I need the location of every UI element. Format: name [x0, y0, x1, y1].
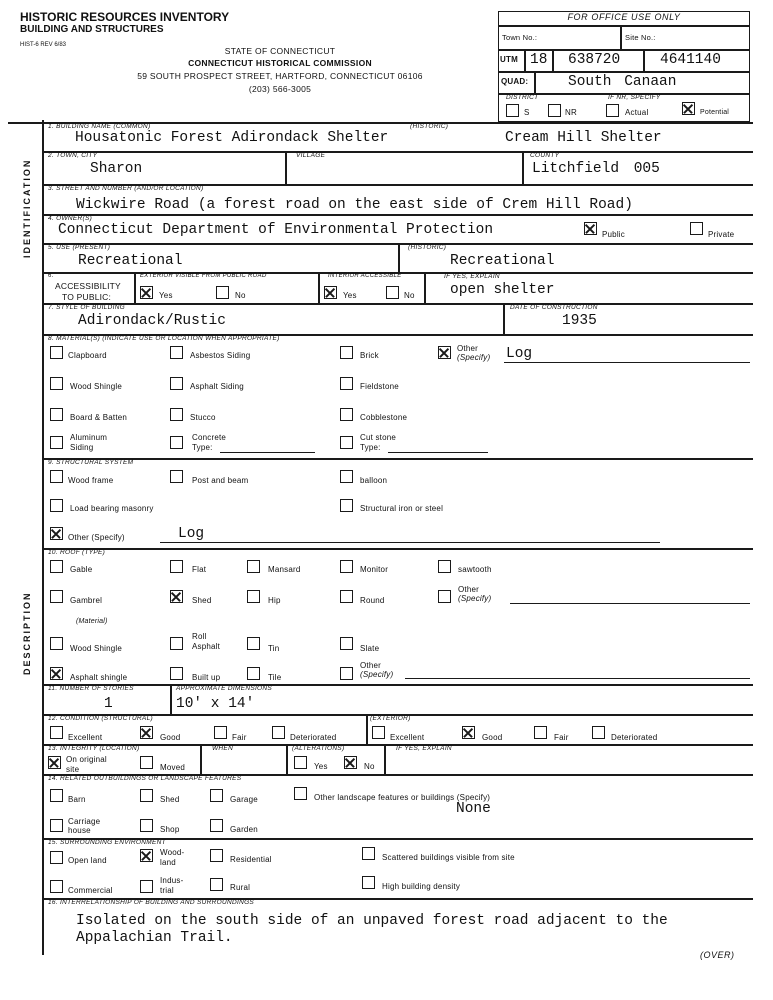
roof-gambrel-label: Gambrel	[70, 596, 103, 605]
roofmat-roll-label: Roll	[192, 632, 207, 641]
int-yes-label: Yes	[343, 291, 357, 300]
cond-struct-excellent-checkbox[interactable]	[50, 726, 63, 739]
struct-balloon-label: balloon	[360, 476, 388, 485]
mat-wood-shingle-checkbox[interactable]	[50, 377, 63, 390]
quad-label: QUAD:	[501, 77, 529, 86]
roof-hip-checkbox[interactable]	[247, 590, 260, 603]
if-nr-label: IF NR, SPECIFY	[608, 94, 661, 101]
struct-balloon-checkbox[interactable]	[340, 470, 353, 483]
mat-concrete-type: Type:	[192, 443, 213, 452]
rel-garden-label: Garden	[230, 825, 258, 834]
rel-carriage-label: Carriage	[68, 817, 101, 826]
s7-label: 7. STYLE OF BUILDING	[48, 304, 126, 311]
agency-name: CONNECTICUT HISTORICAL COMMISSION	[188, 58, 372, 68]
utm-label: UTM	[500, 55, 518, 64]
roof-mansard-checkbox[interactable]	[247, 560, 260, 573]
ext-visible-no-checkbox[interactable]	[216, 286, 229, 299]
rel-carriage-checkbox[interactable]	[50, 819, 63, 832]
s15-label: 15. SURROUNDING ENVIRONMENT	[48, 839, 166, 846]
int-no-label: No	[404, 291, 415, 300]
rel-garage-label: Garage	[230, 795, 258, 804]
mat-cutstone-label: Cut stone	[360, 433, 397, 442]
rel-shop-label: Shop	[160, 825, 180, 834]
office-use-heading: FOR OFFICE USE ONLY	[567, 12, 681, 22]
owner-public-checkbox[interactable]	[584, 222, 597, 235]
s4-label: 4. OWNER(S)	[48, 215, 93, 222]
struct-other-checkbox[interactable]	[50, 527, 63, 540]
style-value: Adirondack/Rustic	[78, 313, 226, 329]
district-nr-checkbox[interactable]	[548, 104, 561, 117]
rel-shop-checkbox[interactable]	[140, 819, 153, 832]
roof-other-label: Other	[458, 585, 480, 594]
cond-ext-deteriorated-checkbox[interactable]	[592, 726, 605, 739]
roofmat-built-up-checkbox[interactable]	[170, 667, 183, 680]
mat-stucco-label: Stucco	[190, 413, 216, 422]
s6-ext-label: EXTERIOR VISIBLE FROM PUBLIC ROAD	[140, 273, 267, 279]
owner-private-checkbox[interactable]	[690, 222, 703, 235]
roofmat-other-specify: (Specify)	[360, 670, 394, 679]
mat-cobblestone-checkbox[interactable]	[340, 408, 353, 421]
roofmat-roll-label-2: Asphalt	[192, 642, 221, 651]
env-woodland-label: Wood-	[160, 848, 185, 857]
ext-visible-yes-checkbox[interactable]	[140, 286, 153, 299]
access-explain-value: open shelter	[450, 282, 555, 298]
s14-label: 14. RELATED OUTBUILDINGS OR LANDSCAPE FEATURES	[48, 775, 242, 782]
roof-other-specify: (Specify)	[458, 594, 492, 603]
s6-int-label: INTERIOR ACCESSIBLE	[328, 273, 402, 279]
cond-ext-deteriorated-label: Deteriorated	[611, 733, 658, 742]
roof-material-label: (Material)	[76, 618, 108, 625]
identification-side-label: IDENTIFICATION	[22, 158, 32, 258]
rel-shed-label: Shed	[160, 795, 180, 804]
s6-access-label-2: TO PUBLIC:	[62, 292, 112, 302]
form-title: HISTORIC RESOURCES INVENTORY	[20, 10, 230, 24]
site-no-label: Site No.:	[625, 33, 656, 42]
s13-explain-label: IF YES, EXPLAIN	[396, 745, 452, 752]
roofmat-tin-checkbox[interactable]	[247, 637, 260, 650]
rel-garage-checkbox[interactable]	[210, 789, 223, 802]
env-commercial-checkbox[interactable]	[50, 880, 63, 893]
env-scattered-label: Scattered buildings visible from site	[382, 853, 515, 862]
mat-fieldstone-label: Fieldstone	[360, 382, 399, 391]
env-industrial-checkbox[interactable]	[140, 880, 153, 893]
owner-public-label: Public	[602, 230, 625, 239]
mat-brick-checkbox[interactable]	[340, 346, 353, 359]
integ-alt-no-checkbox[interactable]	[344, 756, 357, 769]
mat-concrete-label: Concrete	[192, 433, 227, 442]
roofmat-tile-label: Tile	[268, 673, 282, 682]
roof-gable-label: Gable	[70, 565, 93, 574]
s6-explain-label: IF YES, EXPLAIN	[444, 273, 500, 280]
int-access-yes-checkbox[interactable]	[324, 286, 337, 299]
mat-wood-shingle-label: Wood Shingle	[70, 382, 123, 391]
rel-shed-checkbox[interactable]	[140, 789, 153, 802]
mat-clapboard-label: Clapboard	[68, 351, 107, 360]
roofmat-tile-checkbox[interactable]	[247, 667, 260, 680]
mat-asphalt-siding-label: Asphalt Siding	[190, 382, 244, 391]
s7-date-label: DATE OF CONSTRUCTION	[510, 304, 598, 311]
s12-label: 12. CONDITION (STRUCTURAL)	[48, 715, 153, 722]
agency-phone: (203) 566-3005	[248, 84, 312, 94]
nr-potential-checkbox[interactable]	[682, 102, 695, 115]
struct-wood-frame-label: Wood frame	[68, 476, 114, 485]
interrelationship-line-1: Isolated on the south side of an unpaved forest road adjacent to the	[76, 913, 668, 929]
env-high-density-checkbox[interactable]	[362, 876, 375, 889]
district-label: DISTRICT	[506, 94, 539, 101]
roofmat-tin-label: Tin	[268, 644, 280, 653]
form-subtitle: BUILDING AND STRUCTURES	[20, 24, 164, 35]
roof-shed-checkbox[interactable]	[170, 590, 183, 603]
roofmat-asphalt-shingle-checkbox[interactable]	[50, 667, 63, 680]
date-value: 1935	[562, 313, 597, 329]
mat-cobblestone-label: Cobblestone	[360, 413, 408, 422]
s3-label: 3. STREET AND NUMBER (AND/OR LOCATION)	[48, 185, 204, 192]
mat-aluminum-checkbox[interactable]	[50, 436, 63, 449]
mat-board-checkbox[interactable]	[50, 408, 63, 421]
s12-ext-label: (EXTERIOR)	[370, 715, 411, 722]
integ-alt-no-label: No	[364, 762, 375, 771]
s13-alt-label: (ALTERATIONS)	[292, 745, 345, 752]
env-commercial-label: Commercial	[68, 886, 113, 895]
mat-fieldstone-checkbox[interactable]	[340, 377, 353, 390]
s10-label: 10. ROOF (TYPE)	[48, 549, 106, 556]
roof-flat-label: Flat	[192, 565, 207, 574]
mat-cutstone-type: Type:	[360, 443, 381, 452]
town-value: Sharon	[90, 161, 143, 177]
cond-struct-good-checkbox[interactable]	[140, 726, 153, 739]
s1-historic-label: (HISTORIC)	[410, 123, 449, 130]
utm-northing: 4641140	[660, 52, 721, 68]
county-value: Litchfield 005	[532, 161, 660, 177]
integ-original-checkbox[interactable]	[48, 756, 61, 769]
cond-struct-excellent-label: Excellent	[68, 733, 103, 742]
cond-struct-fair-checkbox[interactable]	[214, 726, 227, 739]
mat-aluminum-label: Aluminum	[70, 433, 108, 442]
struct-iron-label: Structural iron or steel	[360, 504, 444, 513]
mat-other-checkbox[interactable]	[438, 346, 451, 359]
description-side-label: DESCRIPTION	[22, 591, 32, 675]
roofmat-asphalt-shingle-label: Asphalt shingle	[70, 673, 128, 682]
roof-other-checkbox[interactable]	[438, 590, 451, 603]
roof-mansard-label: Mansard	[268, 565, 301, 574]
mat-asphalt-siding-checkbox[interactable]	[170, 377, 183, 390]
integ-original-label: On original	[66, 755, 107, 764]
roof-monitor-checkbox[interactable]	[340, 560, 353, 573]
roof-sawtooth-label: sawtooth	[458, 565, 492, 574]
mat-aluminum-label-2: Siding	[70, 443, 94, 452]
cond-ext-fair-label: Fair	[554, 733, 569, 742]
roof-sawtooth-checkbox[interactable]	[438, 560, 451, 573]
rel-garden-checkbox[interactable]	[210, 819, 223, 832]
s5-historic-label: (HISTORIC)	[408, 244, 447, 251]
building-name-common: Housatonic Forest Adirondack Shelter	[75, 130, 389, 146]
utm-zone: 18	[530, 52, 548, 68]
integ-alt-yes-label: Yes	[314, 762, 328, 771]
env-residential-checkbox[interactable]	[210, 849, 223, 862]
building-name-historic: Cream Hill Shelter	[505, 130, 662, 146]
mat-concrete-checkbox[interactable]	[170, 436, 183, 449]
mat-board-label: Board & Batten	[70, 413, 128, 422]
cond-ext-excellent-checkbox[interactable]	[372, 726, 385, 739]
form-number: HIST-6 REV 6/83	[20, 42, 67, 48]
env-rural-label: Rural	[230, 883, 251, 892]
rel-barn-checkbox[interactable]	[50, 789, 63, 802]
cond-ext-excellent-label: Excellent	[390, 733, 425, 742]
rel-other-label: Other landscape features or buildings (Specify)	[314, 793, 491, 802]
s13-when-label: WHEN	[212, 745, 234, 752]
struct-load-bearing-checkbox[interactable]	[50, 499, 63, 512]
roofmat-wood-shingle-label: Wood Shingle	[70, 644, 123, 653]
ext-yes-label: Yes	[159, 291, 173, 300]
env-rural-checkbox[interactable]	[210, 878, 223, 891]
district-s-label: S	[524, 108, 530, 117]
nr-actual-checkbox[interactable]	[606, 104, 619, 117]
env-woodland-label-2: land	[160, 858, 176, 867]
struct-post-beam-label: Post and beam	[192, 476, 249, 485]
nr-actual-label: Actual	[625, 108, 649, 117]
env-residential-label: Residential	[230, 855, 272, 864]
roof-shed-label: Shed	[192, 596, 212, 605]
mat-cutstone-checkbox[interactable]	[340, 436, 353, 449]
cond-ext-good-label: Good	[482, 733, 503, 742]
roof-round-checkbox[interactable]	[340, 590, 353, 603]
struct-other-label: Other (Specify)	[68, 533, 125, 542]
nr-potential-label: Potential	[700, 109, 730, 116]
s2-village-label: VILLAGE	[296, 152, 326, 159]
mat-stucco-checkbox[interactable]	[170, 408, 183, 421]
roofmat-slate-label: Slate	[360, 644, 380, 653]
rel-barn-label: Barn	[68, 795, 86, 804]
roof-hip-label: Hip	[268, 596, 281, 605]
owner-private-label: Private	[708, 230, 735, 239]
mat-clapboard-checkbox[interactable]	[50, 346, 63, 359]
mat-other-value: Log	[506, 346, 533, 362]
cond-struct-fair-label: Fair	[232, 733, 247, 742]
struct-iron-checkbox[interactable]	[340, 499, 353, 512]
dimensions-value: 10' x 14'	[176, 696, 255, 712]
street-value: Wickwire Road (a forest road on the east side of Crem Hill Road)	[76, 197, 633, 213]
integ-moved-checkbox[interactable]	[140, 756, 153, 769]
s2-town-label: 2. TOWN, CITY	[48, 152, 98, 159]
stories-value: 1	[104, 696, 113, 712]
struct-load-bearing-label: Load bearing masonry	[70, 504, 154, 513]
mat-asbestos-label: Asbestos Siding	[190, 351, 251, 360]
s9-label: 9. STRUCTURAL SYSTEM	[48, 459, 134, 466]
s5-label: 5. USE (PRESENT)	[48, 244, 111, 251]
s11-dim-label: APPROXIMATE DIMENSIONS	[176, 685, 273, 692]
use-historic-value: Recreational	[450, 253, 555, 269]
integ-original-label-2: site	[66, 765, 80, 774]
env-open-land-label: Open land	[68, 856, 107, 865]
agency-address: 59 SOUTH PROSPECT STREET, HARTFORD, CONNECTICUT 06106	[137, 71, 423, 81]
mat-other-specify: (Specify)	[457, 353, 491, 362]
cond-struct-good-label: Good	[160, 733, 181, 742]
roofmat-wood-shingle-checkbox[interactable]	[50, 637, 63, 650]
cond-ext-fair-checkbox[interactable]	[534, 726, 547, 739]
roof-round-label: Round	[360, 596, 385, 605]
env-industrial-label: Indus-	[160, 876, 184, 885]
roof-monitor-label: Monitor	[360, 565, 389, 574]
mat-other-label: Other	[457, 344, 479, 353]
rel-carriage-label-2: house	[68, 826, 91, 835]
int-access-no-checkbox[interactable]	[386, 286, 399, 299]
s8-label: 8. MATERIAL(S) (INDICATE USE OR LOCATION WHEN APPROPRIATE)	[48, 335, 280, 342]
utm-easting: 638720	[568, 52, 621, 68]
s13-label: 13. INTEGRITY (LOCATION)	[48, 745, 140, 752]
s16-label: 16. INTERRELATIONSHIP OF BUILDING AND SURROUNDINGS	[48, 899, 255, 906]
env-industrial-label-2: trial	[160, 886, 174, 895]
struct-other-value: Log	[178, 526, 205, 542]
struct-post-beam-checkbox[interactable]	[170, 470, 183, 483]
env-open-land-checkbox[interactable]	[50, 851, 63, 864]
cond-ext-good-checkbox[interactable]	[462, 726, 475, 739]
roof-flat-checkbox[interactable]	[170, 560, 183, 573]
town-no-label: Town No.:	[502, 33, 538, 42]
owner-value: Connecticut Department of Environmental Protection	[58, 222, 494, 238]
district-nr-label: NR	[565, 108, 577, 117]
roofmat-other-label: Other	[360, 661, 382, 670]
agency-state: STATE OF CONNECTICUT	[224, 46, 336, 56]
roofmat-built-up-label: Built up	[192, 673, 221, 682]
roofmat-slate-checkbox[interactable]	[340, 637, 353, 650]
env-high-density-label: High building density	[382, 882, 461, 891]
integ-alt-yes-checkbox[interactable]	[294, 756, 307, 769]
roof-gable-checkbox[interactable]	[50, 560, 63, 573]
rel-other-value: None	[456, 801, 491, 817]
ext-no-label: No	[235, 291, 246, 300]
roofmat-roll-asphalt-checkbox[interactable]	[170, 637, 183, 650]
s6-access-label-1: ACCESSIBILITY	[55, 281, 121, 291]
roofmat-other-checkbox[interactable]	[340, 667, 353, 680]
quad-value: South Canaan	[568, 74, 677, 90]
interrelationship-line-2: Appalachian Trail.	[76, 930, 233, 946]
use-present-value: Recreational	[78, 253, 183, 269]
mat-brick-label: Brick	[360, 351, 379, 360]
struct-wood-frame-checkbox[interactable]	[50, 470, 63, 483]
district-s-checkbox[interactable]	[506, 104, 519, 117]
env-woodland-checkbox[interactable]	[140, 849, 153, 862]
s2-county-label: COUNTY	[530, 152, 560, 159]
env-scattered-checkbox[interactable]	[362, 847, 375, 860]
rel-other-checkbox[interactable]	[294, 787, 307, 800]
over-label: (OVER)	[700, 950, 735, 960]
mat-asbestos-checkbox[interactable]	[170, 346, 183, 359]
cond-struct-deteriorated-checkbox[interactable]	[272, 726, 285, 739]
s11-label: 11. NUMBER OF STORIES	[48, 685, 134, 692]
cond-struct-deteriorated-label: Deteriorated	[290, 733, 337, 742]
s1-label: 1. BUILDING NAME (COMMON)	[48, 123, 151, 130]
roof-gambrel-checkbox[interactable]	[50, 590, 63, 603]
integ-moved-label: Moved	[160, 763, 186, 772]
s6-num: 6.	[48, 273, 54, 279]
